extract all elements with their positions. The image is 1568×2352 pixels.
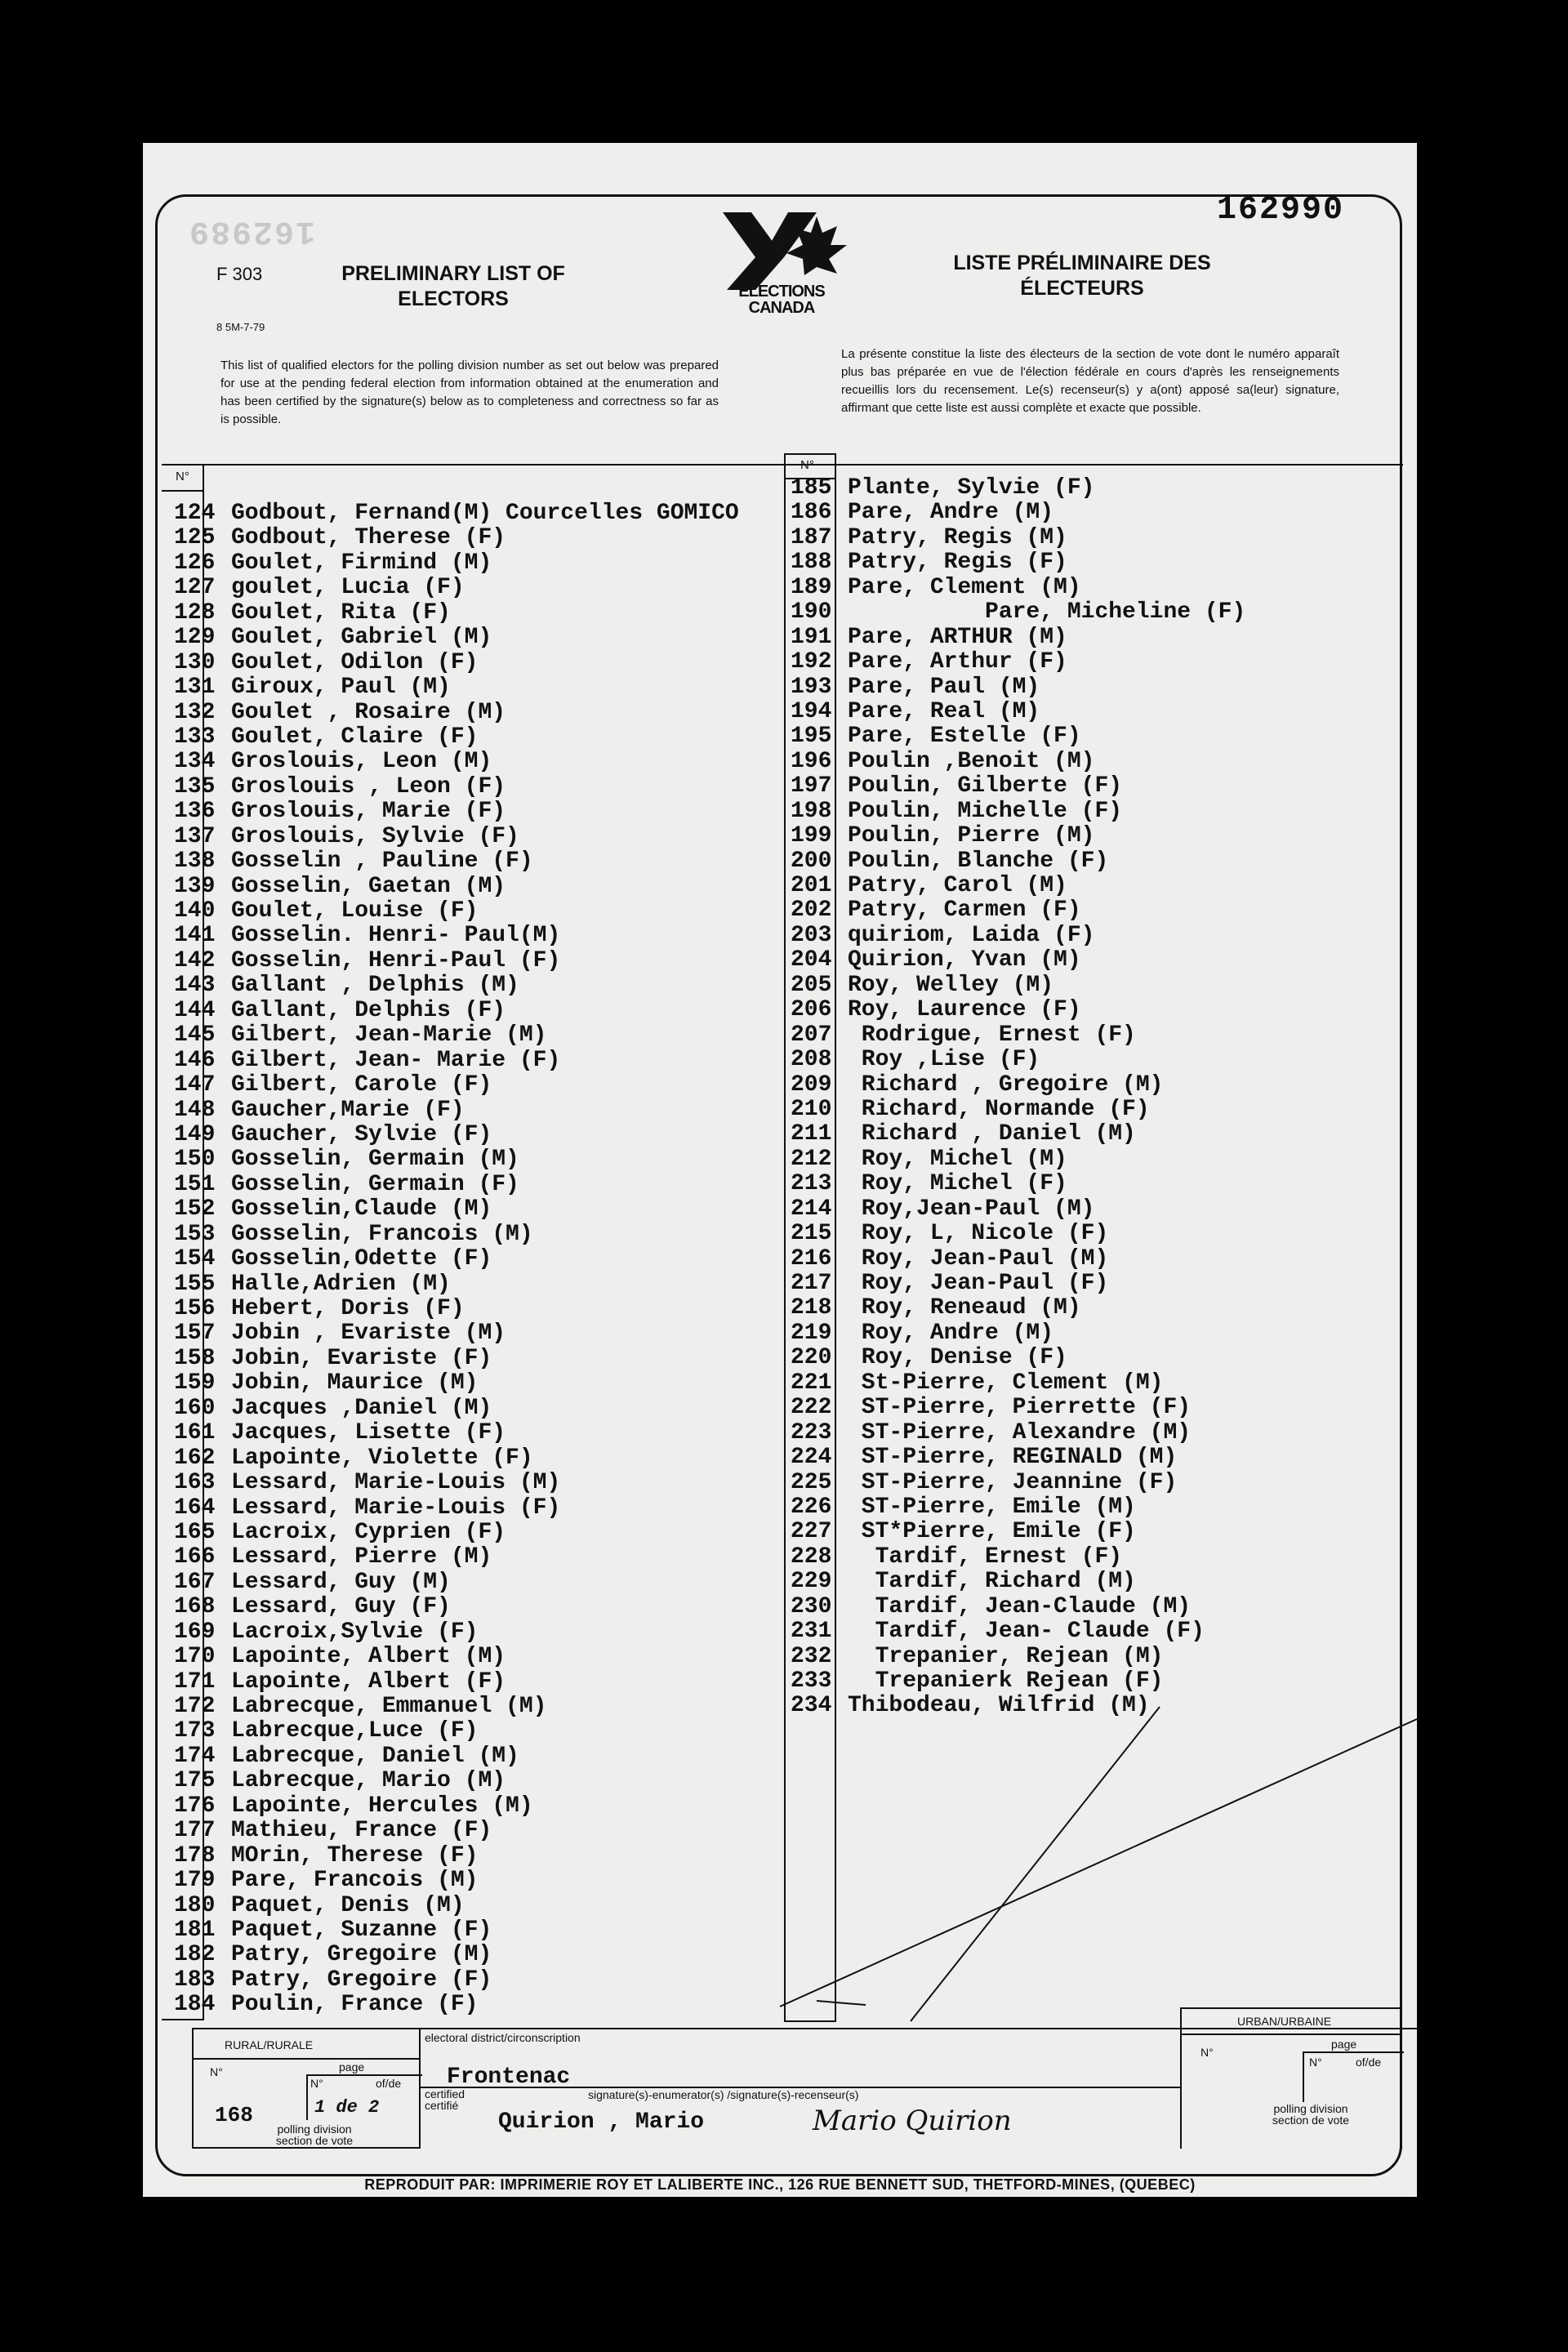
elector-number: 213: [791, 1171, 832, 1197]
cancel-line-3: [817, 2001, 866, 2005]
elector-name: Godbout, Fernand(M) Courcelles GOMICO: [231, 501, 739, 526]
elector-name: Patry, Gregoire (M): [231, 1942, 492, 1968]
elector-name: ST-Pierre, Jeannine (F): [848, 1469, 1178, 1495]
elector-name: ST-Pierre, Emile (M): [848, 1494, 1136, 1520]
urban-label: URBAN/URBAINE: [1237, 2015, 1332, 2028]
elector-number: 131: [174, 675, 216, 701]
elector-name: Gosselin, Gaetan (M): [231, 873, 506, 899]
elector-name: Roy, Michel (F): [848, 1171, 1067, 1197]
elector-number: 172: [174, 1694, 216, 1719]
elector-number: 234: [791, 1693, 832, 1719]
ghost-serial: 162989: [188, 212, 316, 249]
rural-page-label: page: [339, 2060, 365, 2074]
form-number: F 303: [216, 264, 263, 284]
elector-number: 182: [174, 1942, 216, 1968]
rural-label: RURAL/RURALE: [225, 2038, 314, 2051]
elector-name: Richard , Gregoire (M): [848, 1071, 1164, 1098]
elector-number: 153: [174, 1221, 216, 1247]
elector-name: Lessard, Guy (F): [231, 1594, 451, 1620]
elector-number: 178: [174, 1842, 216, 1869]
elector-name: Lessard, Marie-Louis (M): [231, 1470, 561, 1496]
elector-name: Gosselin , Pauline (F): [231, 849, 533, 875]
elector-name: Roy, Jean-Paul (M): [848, 1245, 1109, 1272]
elector-name: Richard, Normande (F): [848, 1096, 1150, 1122]
elector-name: Roy ,Lise (F): [848, 1047, 1040, 1073]
elector-name: Lessard, Guy (M): [231, 1569, 451, 1595]
elector-name: St-Pierre, Clement (M): [848, 1370, 1164, 1396]
elector-number: 221: [791, 1370, 832, 1396]
intro-french: La présente constitue la liste des électeurs de la section de vote dont le numéro apparaît plus bas préparée en vue de l'élection fédérale en cours d'après les renseignements recueillis lors du recensement. Le(s) recenseur(s) y a(ont) apposé sa(leur) signature, affirmant que cette liste est aussi complète et exacte que possible.: [841, 347, 1339, 415]
elector-name: Roy, L, Nicole (F): [848, 1221, 1109, 1247]
cancellation-lines: [143, 143, 1417, 2197]
elector-number: 219: [791, 1320, 832, 1346]
elector-name: Richard , Daniel (M): [848, 1121, 1136, 1147]
elector-name: Lacroix,Sylvie (F): [231, 1619, 479, 1645]
elector-name: Jacques ,Daniel (M): [231, 1395, 492, 1421]
elector-name: Gosselin, Germain (M): [231, 1147, 519, 1173]
district-label: electoral district/circonscription: [425, 2031, 581, 2044]
elector-name: Lapointe, Albert (F): [231, 1668, 506, 1695]
elector-name: Hebert, Doris (F): [231, 1296, 465, 1321]
elector-name: Poulin, Gilberte (F): [848, 773, 1123, 800]
elector-name: Goulet, Louise (F): [231, 898, 479, 924]
elector-number: 197: [791, 773, 832, 800]
elector-name: Groslouis, Leon (M): [231, 749, 492, 775]
cancel-line-1: [780, 1719, 1417, 2007]
elector-name: Pare, Real (M): [848, 698, 1040, 724]
elector-number: 169: [174, 1619, 216, 1645]
elector-number: 165: [174, 1519, 216, 1545]
rural-polling-label: [257, 2123, 372, 2146]
elector-number: 170: [174, 1644, 216, 1670]
elector-number: 201: [791, 873, 832, 898]
elector-number: 205: [791, 972, 832, 998]
enumerator-signature: Mario Quirion: [813, 2105, 1012, 2137]
elector-number: 185: [791, 475, 832, 501]
elector-number: 199: [791, 823, 832, 849]
elector-name: Lessard, Marie-Louis (F): [231, 1494, 561, 1521]
elector-name: ST*Pierre, Emile (F): [848, 1519, 1136, 1545]
elector-number: 173: [174, 1718, 216, 1744]
elector-name: ST-Pierre, REGINALD (M): [848, 1445, 1178, 1471]
elector-number: 171: [174, 1668, 216, 1695]
elector-name: Patry, Regis (F): [848, 550, 1067, 576]
elector-number: 157: [174, 1321, 216, 1347]
elector-name: Groslouis, Sylvie (F): [231, 823, 519, 849]
elector-name: Patry, Carol (M): [848, 873, 1067, 898]
elector-name: Jobin, Maurice (M): [231, 1370, 479, 1396]
urban-no-label2: N°: [1309, 2056, 1322, 2069]
elector-name: Paquet, Denis (M): [231, 1892, 465, 1918]
elector-name: Trepanier, Rejean (M): [848, 1643, 1164, 1669]
elector-name: Gosselin, Henri-Paul (F): [231, 947, 561, 973]
elector-number: 151: [174, 1171, 216, 1197]
elector-number: 132: [174, 699, 216, 725]
rural-polling-en: polling division: [277, 2123, 352, 2136]
elector-number: 195: [791, 724, 832, 750]
elector-number: 233: [791, 1668, 832, 1694]
elector-number: 188: [791, 550, 832, 576]
elector-name: Tardif, Richard (M): [848, 1569, 1136, 1595]
elector-number: 134: [174, 749, 216, 775]
elector-number: 179: [174, 1868, 216, 1894]
urban-rule: [1180, 2034, 1402, 2035]
elector-number: 184: [174, 1992, 216, 2018]
elector-name: Goulet, Firmind (M): [231, 550, 492, 576]
urban-of-label: of/de: [1356, 2056, 1382, 2069]
elector-number: 218: [791, 1295, 832, 1321]
elector-name: Lapointe, Violette (F): [231, 1445, 533, 1471]
elector-name: Rodrigue, Ernest (F): [848, 1022, 1136, 1048]
elector-name: Gosselin,Odette (F): [231, 1246, 492, 1272]
elector-name: Lacroix, Cyprien (F): [231, 1519, 506, 1545]
elector-name: Gosselin, Francois (M): [231, 1221, 533, 1247]
elector-number: 154: [174, 1246, 216, 1272]
elector-name: Gilbert, Carole (F): [231, 1072, 492, 1098]
elector-number: 192: [791, 649, 832, 675]
elector-name: Gaucher, Sylvie (F): [231, 1121, 492, 1147]
elector-number: 166: [174, 1544, 216, 1570]
elector-name: Roy,Jean-Paul (M): [848, 1196, 1095, 1222]
elector-number: 147: [174, 1072, 216, 1098]
rural-of-label: of/de: [376, 2077, 402, 2090]
elector-name: ST-Pierre, Alexandre (M): [848, 1419, 1192, 1446]
title-english: PRELIMINARY LIST OF ELECTORS: [341, 262, 565, 310]
elector-name: Roy, Andre (M): [848, 1320, 1054, 1346]
elector-name: Goulet, Claire (F): [231, 724, 479, 750]
elector-number: 193: [791, 674, 832, 700]
rural-no-label2: N°: [310, 2077, 323, 2090]
elector-number: 130: [174, 649, 216, 675]
elector-name: Jobin , Evariste (M): [231, 1321, 506, 1347]
elector-name: Roy, Denise (F): [848, 1345, 1067, 1371]
elector-name: MOrin, Therese (F): [231, 1842, 479, 1869]
elector-name: Poulin ,Benoit (M): [848, 748, 1095, 774]
voter-list-form: [143, 143, 1417, 2197]
urban-page-label: page: [1331, 2038, 1357, 2051]
elector-name: Lessard, Pierre (M): [231, 1544, 492, 1570]
certified-en: certified: [425, 2087, 466, 2100]
elector-name: Pare, Andre (M): [848, 500, 1054, 526]
elector-number: 149: [174, 1121, 216, 1147]
elector-number: 175: [174, 1768, 216, 1794]
elector-name: Roy, Michel (M): [848, 1146, 1067, 1172]
elector-name: Patry, Gregoire (F): [231, 1967, 492, 1993]
elector-name: Plante, Sylvie (F): [848, 475, 1095, 501]
elector-name: Groslouis, Marie (F): [231, 799, 506, 825]
elector-name: Labrecque,Luce (F): [231, 1718, 479, 1744]
elector-name: Goulet, Gabriel (M): [231, 625, 492, 651]
elector-name: Mathieu, France (F): [231, 1818, 492, 1844]
elector-name: Gilbert, Jean-Marie (M): [231, 1022, 547, 1049]
elector-number: 206: [791, 997, 832, 1023]
serial-number: 162990: [1217, 192, 1345, 229]
elector-number: 230: [791, 1593, 832, 1619]
elector-number: 146: [174, 1047, 216, 1073]
elector-number: 226: [791, 1494, 832, 1520]
elector-number: 158: [174, 1345, 216, 1371]
elector-number: 225: [791, 1469, 832, 1495]
elector-name: Roy, Welley (M): [848, 972, 1054, 998]
elector-number: 208: [791, 1047, 832, 1073]
enumerator-name: Quirion , Mario: [498, 2109, 705, 2135]
elector-number: 181: [174, 1917, 216, 1943]
elector-number: 210: [791, 1096, 832, 1122]
elector-number: 126: [174, 550, 216, 576]
elector-name: Pare, Francois (M): [231, 1868, 479, 1894]
elector-number: 145: [174, 1022, 216, 1049]
elector-name: Poulin, Pierre (M): [848, 823, 1095, 849]
elector-name: Quirion, Yvan (M): [848, 947, 1081, 973]
elector-number: 125: [174, 525, 216, 551]
urban-polling-label: [1254, 2103, 1368, 2126]
polling-division-number: 168: [215, 2103, 253, 2127]
elector-name: Pare, ARTHUR (M): [848, 624, 1067, 650]
urban-no-label: N°: [1200, 2046, 1214, 2059]
elector-name: Labrecque, Emmanuel (M): [231, 1694, 547, 1719]
elector-name: Patry, Regis (M): [848, 524, 1067, 550]
left-no-header: N°: [176, 470, 189, 483]
elector-number: 216: [791, 1245, 832, 1272]
elector-number: 133: [174, 724, 216, 750]
elector-name: Goulet, Odilon (F): [231, 649, 479, 675]
elector-number: 155: [174, 1271, 216, 1297]
elector-name: Poulin, France (F): [231, 1992, 479, 2018]
elector-number: 161: [174, 1420, 216, 1446]
elector-name: Pare, Arthur (F): [848, 649, 1067, 675]
elector-number: 212: [791, 1146, 832, 1172]
rural-no-label: N°: [210, 2065, 223, 2078]
elector-number: 183: [174, 1967, 216, 1993]
elector-number: 137: [174, 823, 216, 849]
elector-name: Godbout, Therese (F): [231, 525, 506, 551]
elector-name: Pare, Paul (M): [848, 674, 1040, 700]
elector-name: Labrecque, Daniel (M): [231, 1743, 519, 1769]
elector-name: Goulet, Rita (F): [231, 599, 451, 626]
elector-number: 189: [791, 574, 832, 600]
certified-fr: certifié: [425, 2099, 459, 2112]
elector-name: Halle,Adrien (M): [231, 1271, 451, 1297]
elector-name: Gosselin,Claude (M): [231, 1196, 492, 1223]
elector-number: 129: [174, 625, 216, 651]
elector-number: 144: [174, 997, 216, 1023]
elector-name: Gaucher,Marie (F): [231, 1097, 465, 1123]
elector-number: 223: [791, 1419, 832, 1446]
elector-number: 159: [174, 1370, 216, 1396]
signature-label: signature(s)-enumerator(s) /signature(s)-recenseur(s): [588, 2088, 859, 2101]
elector-number: 186: [791, 500, 832, 526]
elector-name: Patry, Carmen (F): [848, 898, 1081, 924]
elector-number: 168: [174, 1594, 216, 1620]
elector-number: 198: [791, 798, 832, 824]
elector-name: Pare, Micheline (F): [848, 599, 1246, 626]
elector-number: 142: [174, 947, 216, 973]
cancel-line-2: [911, 1707, 1160, 2021]
elector-number: 200: [791, 848, 832, 874]
elector-name: Gosselin, Germain (F): [231, 1171, 519, 1197]
elector-number: 177: [174, 1818, 216, 1844]
elector-name: Roy, Reneaud (M): [848, 1295, 1081, 1321]
elector-name: Gilbert, Jean- Marie (F): [231, 1047, 561, 1073]
elector-name: Trepanierk Rejean (F): [848, 1668, 1164, 1694]
elector-number: 191: [791, 624, 832, 650]
elector-number: 214: [791, 1196, 832, 1222]
elector-number: 203: [791, 922, 832, 948]
elector-name: Jobin, Evariste (F): [231, 1345, 492, 1371]
elector-number: 139: [174, 873, 216, 899]
elector-number: 135: [174, 773, 216, 800]
elector-number: 190: [791, 599, 832, 626]
elector-number: 148: [174, 1097, 216, 1123]
certified-label: [425, 2088, 465, 2111]
elector-number: 229: [791, 1569, 832, 1595]
elector-number: 232: [791, 1643, 832, 1669]
title-french: LISTE PRÉLIMINAIRE DES ÉLECTEURS: [953, 252, 1211, 300]
page-handwritten: 1 de 2: [314, 2097, 380, 2118]
elector-number: 152: [174, 1196, 216, 1223]
elector-name: Thibodeau, Wilfrid (M): [848, 1693, 1150, 1719]
right-no-header: N°: [800, 458, 814, 472]
elector-name: ST-Pierre, Pierrette (F): [848, 1395, 1192, 1421]
elector-name: Lapointe, Albert (M): [231, 1644, 506, 1670]
elector-number: 217: [791, 1271, 832, 1296]
elector-number: 136: [174, 799, 216, 825]
elector-number: 224: [791, 1445, 832, 1471]
elector-name: Poulin, Blanche (F): [848, 848, 1109, 874]
elector-name: Roy, Jean-Paul (F): [848, 1271, 1109, 1296]
elector-number: 227: [791, 1519, 832, 1545]
elector-name: Tardif, Ernest (F): [848, 1544, 1123, 1570]
elector-number: 138: [174, 849, 216, 875]
elector-number: 140: [174, 898, 216, 924]
rural-rule: [192, 2058, 421, 2060]
rural-polling-fr: section de vote: [275, 2134, 354, 2147]
elector-name: Gallant, Delphis (F): [231, 997, 506, 1023]
elector-name: Pare, Estelle (F): [848, 724, 1081, 750]
print-code: 8 5M-7-79: [216, 321, 265, 333]
elector-name: Tardif, Jean-Claude (M): [848, 1593, 1192, 1619]
elector-name: goulet, Lucia (F): [231, 575, 465, 601]
urban-polling-en: polling division: [1273, 2102, 1348, 2115]
elector-name: Gallant , Delphis (M): [231, 973, 519, 999]
elector-number: 207: [791, 1022, 832, 1048]
elector-number: 143: [174, 973, 216, 999]
elector-number: 187: [791, 524, 832, 550]
elector-number: 231: [791, 1619, 832, 1645]
urban-polling-fr: section de vote: [1272, 2114, 1350, 2127]
elector-number: 174: [174, 1743, 216, 1769]
elector-number: 211: [791, 1121, 832, 1147]
elector-name: Pare, Clement (M): [848, 574, 1081, 600]
intro-english: This list of qualified electors for the polling division number as set out below was prepared for use at the pending federal election from information obtained at the enumeration and has been certified by the signature(s) below as to completeness and correctness so far as is possible.: [220, 359, 719, 426]
elector-number: 124: [174, 501, 216, 526]
elector-number: 127: [174, 575, 216, 601]
elector-name: Groslouis , Leon (F): [231, 773, 506, 800]
elector-number: 164: [174, 1494, 216, 1521]
elector-number: 128: [174, 599, 216, 626]
elector-name: quiriom, Laida (F): [848, 922, 1095, 948]
elector-name: Tardif, Jean- Claude (F): [848, 1619, 1205, 1645]
elector-name: Jacques, Lisette (F): [231, 1420, 506, 1446]
elector-number: 209: [791, 1071, 832, 1098]
elector-number: 196: [791, 748, 832, 774]
elector-number: 160: [174, 1395, 216, 1421]
elector-number: 202: [791, 898, 832, 924]
elector-number: 194: [791, 698, 832, 724]
elector-name: Gosselin. Henri- Paul(M): [231, 923, 561, 949]
district-value: Frontenac: [447, 2065, 571, 2090]
elector-number: 215: [791, 1221, 832, 1247]
elector-name: Poulin, Michelle (F): [848, 798, 1123, 824]
elector-number: 167: [174, 1569, 216, 1595]
elector-number: 180: [174, 1892, 216, 1918]
elector-number: 150: [174, 1147, 216, 1173]
elector-name: Roy, Laurence (F): [848, 997, 1081, 1023]
elector-number: 141: [174, 923, 216, 949]
elector-name: Paquet, Suzanne (F): [231, 1917, 492, 1943]
elector-name: Goulet , Rosaire (M): [231, 699, 506, 725]
elector-name: Lapointe, Hercules (M): [231, 1793, 533, 1819]
elector-number: 204: [791, 947, 832, 973]
elector-number: 156: [174, 1296, 216, 1321]
logo-text-line2: CANADA: [748, 299, 815, 317]
elector-number: 222: [791, 1395, 832, 1421]
elector-name: Giroux, Paul (M): [231, 675, 451, 701]
elector-number: 220: [791, 1345, 832, 1371]
elector-number: 163: [174, 1470, 216, 1496]
reproduced-by: REPRODUIT PAR: IMPRIMERIE ROY ET LALIBERTE INC., 126 RUE BENNETT SUD, THETFORD-MINES, (QUEBEC): [364, 2176, 1196, 2193]
elector-number: 228: [791, 1544, 832, 1570]
elector-number: 162: [174, 1445, 216, 1471]
elector-name: Labrecque, Mario (M): [231, 1768, 506, 1794]
logo-text-line1: ELECTIONS: [738, 283, 825, 301]
elector-number: 176: [174, 1793, 216, 1819]
